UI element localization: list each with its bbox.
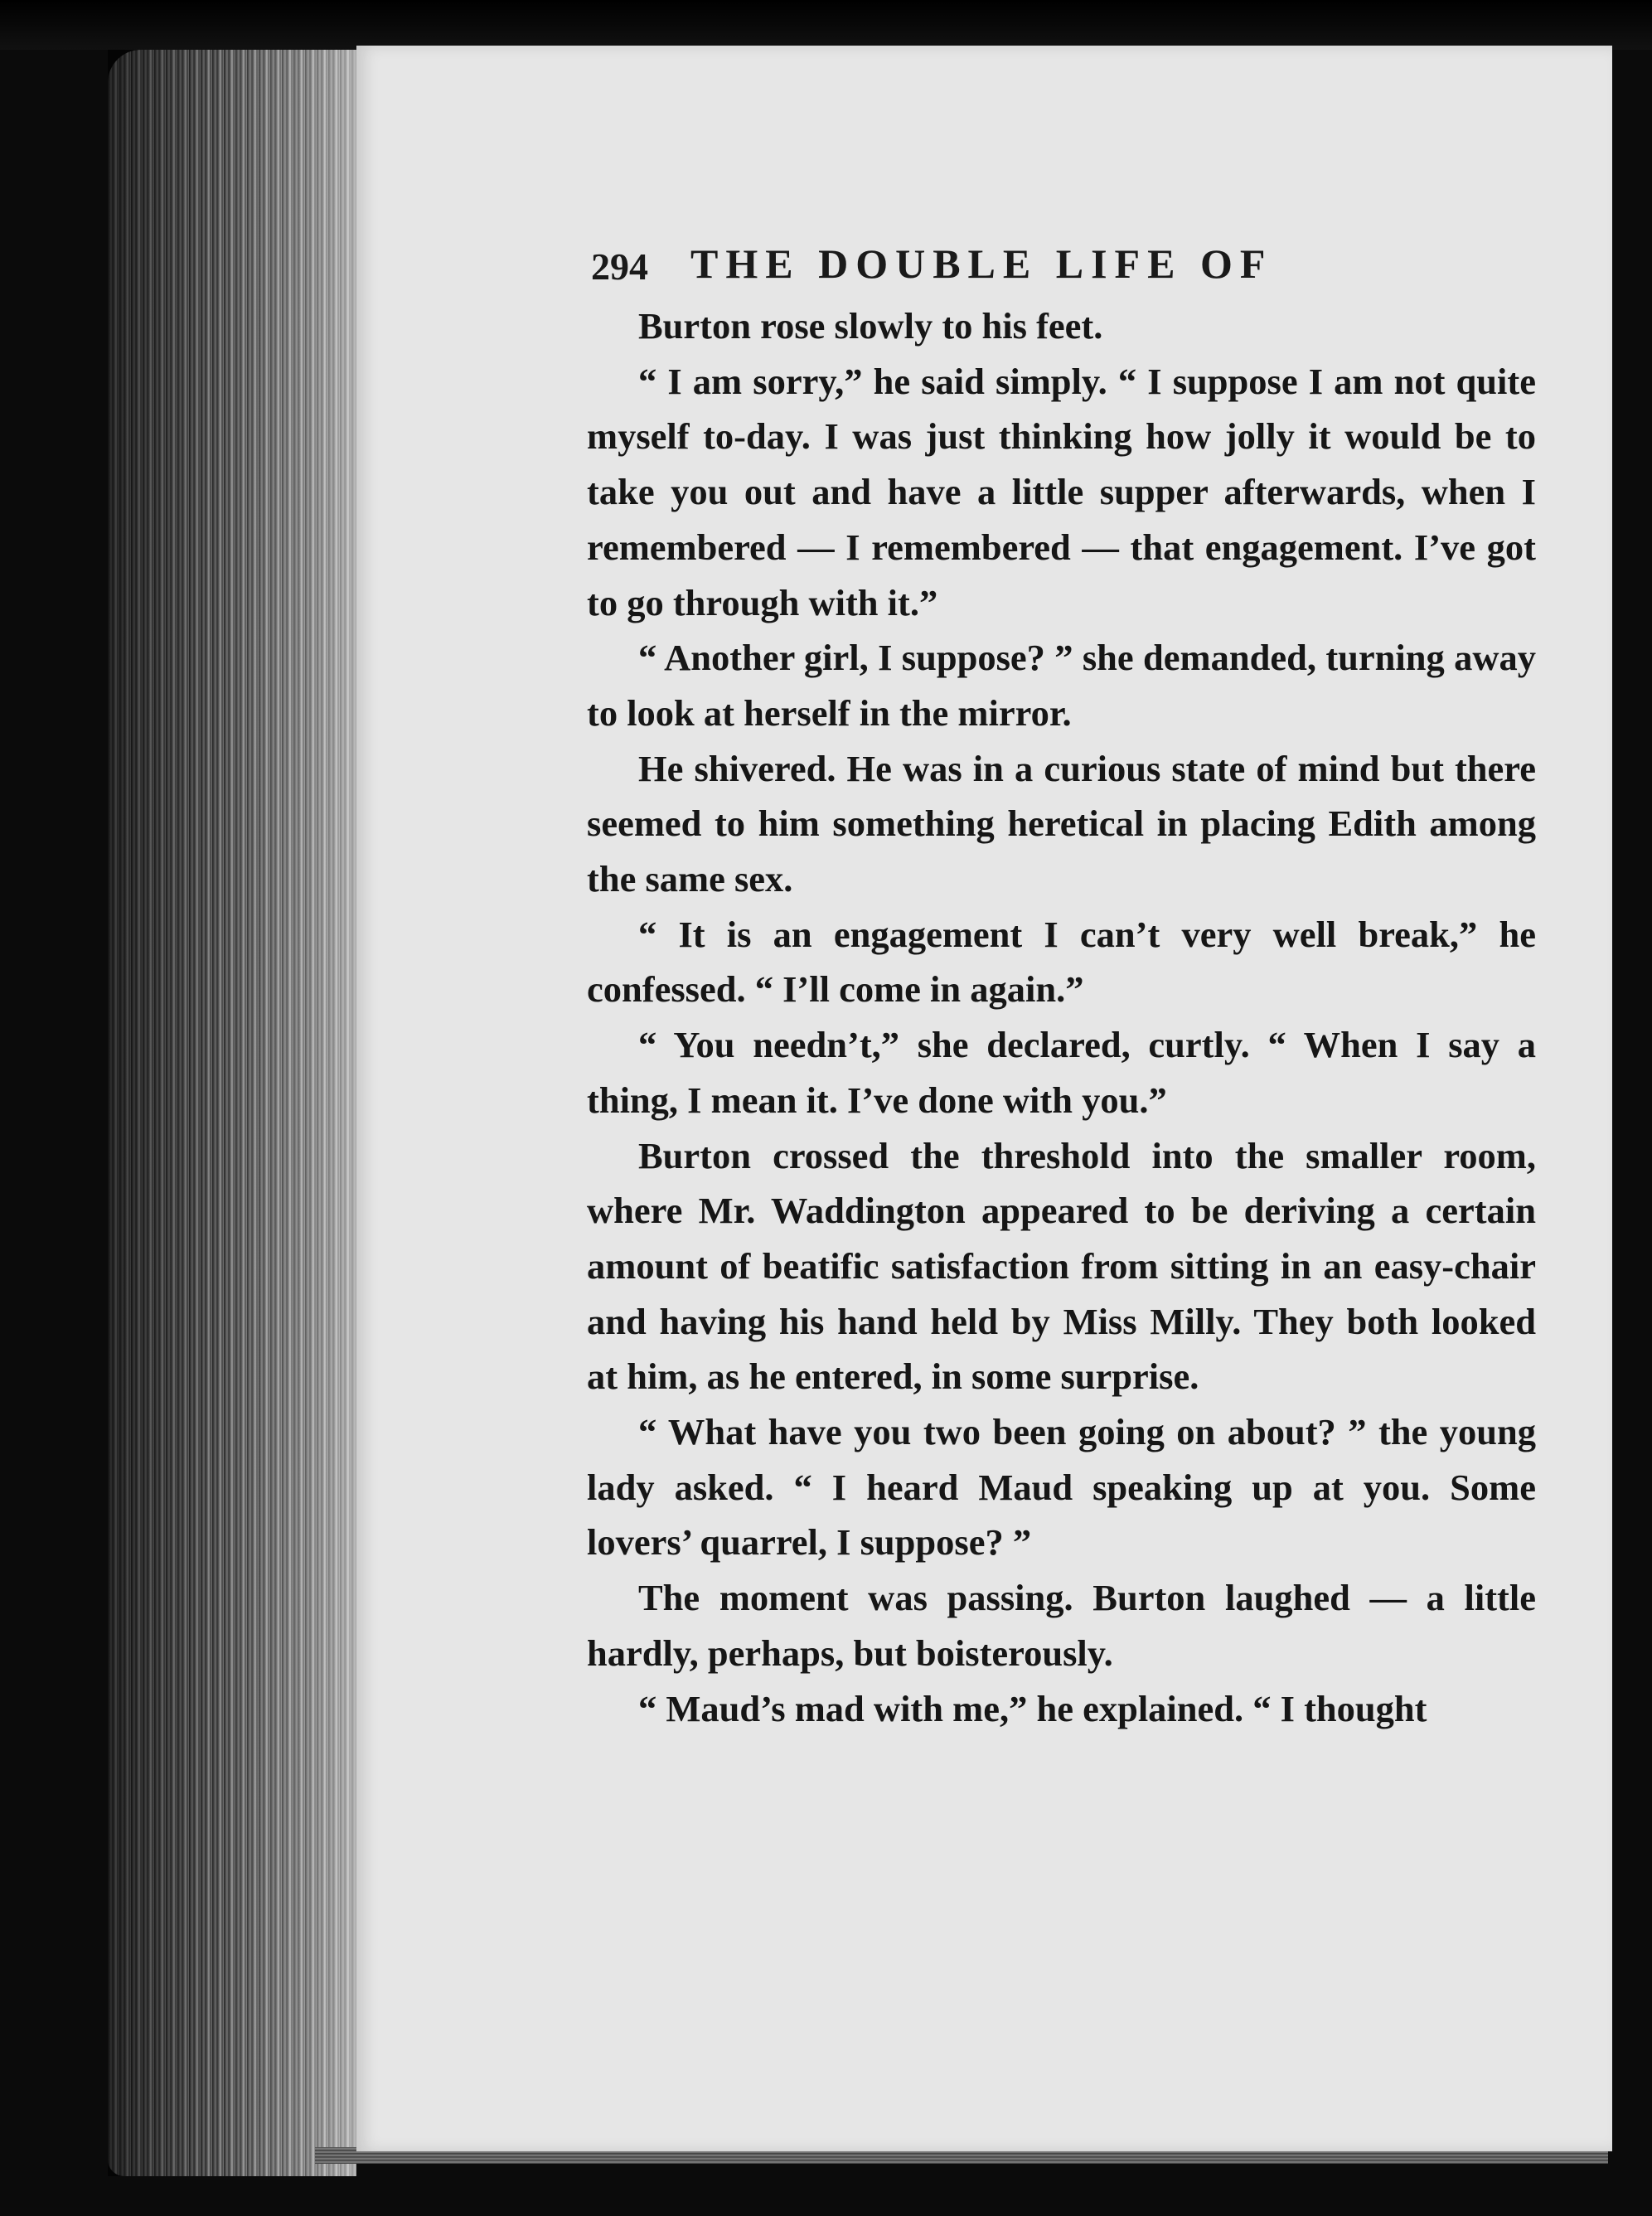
paragraph: “ Maud’s mad with me,” he explained. “ I thought [638, 1687, 1427, 1729]
running-title: THE DOUBLE LIFE OF [690, 240, 1273, 287]
scan-border [0, 0, 1652, 50]
body-text [587, 298, 1536, 1736]
paragraph: “ Another girl, I suppose? ” she demanded, turning away to look at herself in the mirror. [587, 637, 1536, 734]
book-page [356, 46, 1612, 2151]
book-page-edges [108, 50, 356, 2176]
paragraph: “ I am sorry,” he said simply. “ I suppose I am not quite myself to-day. I was just thinking how jolly it would be to take you out and have a little supper afterwards, when I remembered — I remembered — that engagement. I’ve got to go through with it.” [587, 360, 1536, 623]
paragraph: He shivered. He was in a curious state of mind but there seemed to him something heretical in placing Edith among the same sex. [587, 747, 1536, 900]
running-header [591, 236, 1536, 294]
paragraph: Burton rose slowly to his feet. [638, 305, 1103, 347]
paragraph: Burton crossed the threshold into the smaller room, where Mr. Waddington appeared to be deriving a certain amount of beatific satisfaction from sitting in an easy-chair and having his hand held by Miss Milly. They both looked at him, as he entered, in some surprise. [587, 1134, 1536, 1398]
paragraph: “ You needn’t,” she declared, curtly. “ When I say a thing, I mean it. I’ve done with you.” [587, 1024, 1536, 1121]
paragraph: “ What have you two been going on about? ” the young lady asked. “ I heard Maud speaking up at you. Some lovers’ quarrel, I suppose? ” [587, 1411, 1536, 1564]
paragraph: The moment was passing. Burton laughed — a little hardly, perhaps, but boisterously. [587, 1577, 1536, 1674]
paragraph: “ It is an engagement I can’t very well break,” he confessed. “ I’ll come in again.” [587, 913, 1536, 1011]
page-number: 294 [591, 245, 648, 288]
